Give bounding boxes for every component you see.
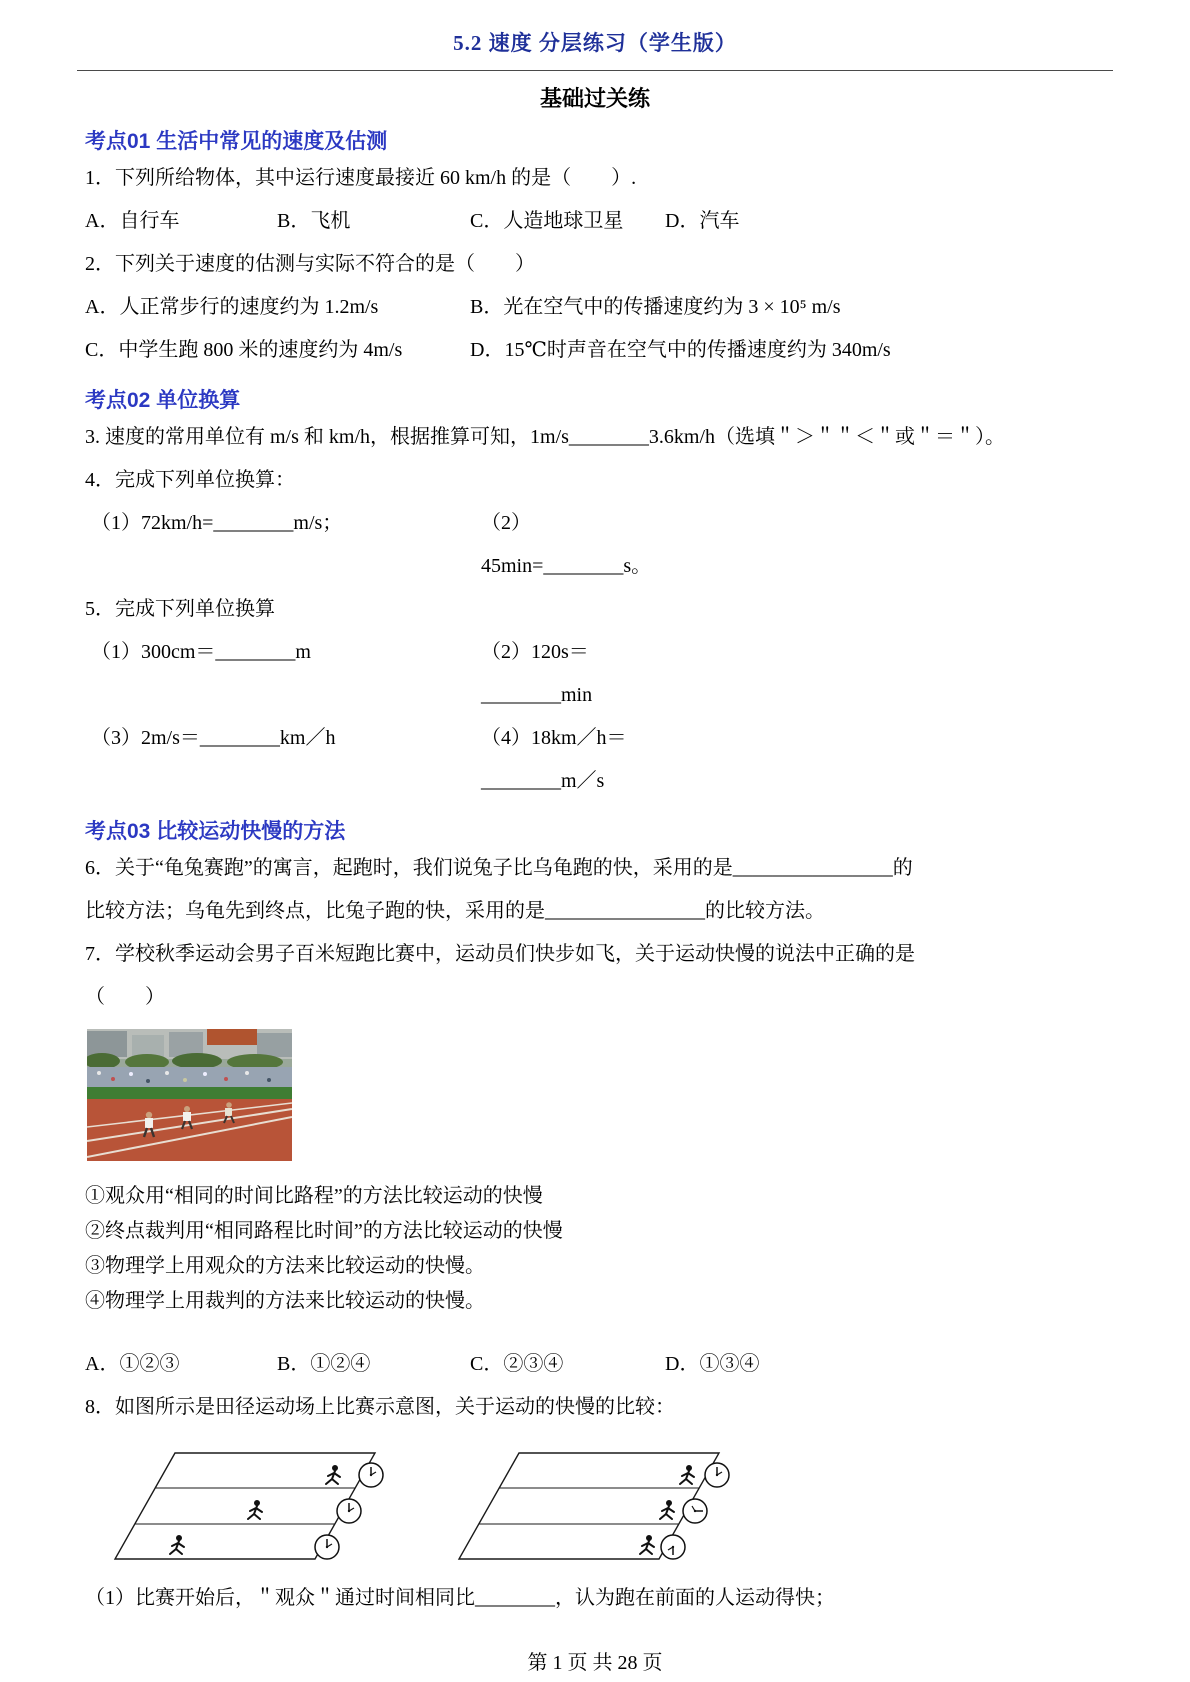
stopwatch-icon [337, 1499, 361, 1523]
title-divider [77, 70, 1113, 71]
q1-option-d: D．汽车 [665, 210, 740, 232]
q4-part-1: （1）72km/h=________m/s； [91, 512, 343, 534]
q8-figure [113, 1447, 1105, 1567]
q5-part-1: （1）300cm＝________m [91, 641, 311, 663]
q7-option-c: C．②③④ [470, 1353, 564, 1375]
section-header: 基础过关练 [539, 86, 650, 111]
q8-part-1: （1）比赛开始后，＂观众＂通过时间相同比________，认为跑在前面的人运动得快； [85, 1587, 835, 1609]
q7-option-d: D．①③④ [665, 1353, 760, 1375]
runner-icon [660, 1500, 674, 1519]
q4-stem: 4．完成下列单位换算： [85, 469, 295, 491]
runner-icon [680, 1465, 694, 1484]
q5-parts-row2 [85, 717, 1105, 803]
q8-stem: 8．如图所示是田径运动场上比赛示意图，关于运动的快慢的比较： [85, 1396, 675, 1418]
doc-title: 5.2 速度 分层练习（学生版） [453, 31, 737, 55]
q7-line2: （ ） [85, 986, 165, 1008]
heading-kaodian-03: 考点03 比较运动快慢的方法 [85, 820, 346, 843]
race-photo [87, 1029, 292, 1161]
q7-statement-3: ③物理学上用观众的方法来比较运动的快慢。 [85, 1255, 485, 1277]
q4-parts [85, 502, 1105, 588]
q6-line1: 6．关于“龟兔赛跑”的寓言，起跑时，我们说兔子比乌龟跑的快，采用的是________________的 [85, 857, 913, 879]
q7-statement-2: ②终点裁判用“相同路程比时间”的方法比较运动的快慢 [85, 1220, 563, 1242]
heading-kaodian-02: 考点02 单位换算 [85, 389, 241, 412]
q2-options-row2 [85, 329, 1105, 372]
q5-part-2: （2）120s＝________min [481, 641, 593, 706]
q7-line1: 7．学校秋季运动会男子百米短跑比赛中，运动员们快步如飞，关于运动快慢的说法中正确的是 [85, 943, 915, 965]
q7-option-b: B．①②④ [277, 1353, 371, 1375]
q5-stem: 5．完成下列单位换算 [85, 598, 275, 620]
q1-option-b: B．飞机 [277, 210, 351, 232]
q2-option-b: B．光在空气中的传播速度约为 3 × 10⁵ m/s [470, 296, 841, 318]
q5-parts-row1 [85, 631, 1105, 717]
q2-option-d: D．15℃时声音在空气中的传播速度约为 340m/s [470, 339, 891, 361]
q7-statement-1: ①观众用“相同的时间比路程”的方法比较运动的快慢 [85, 1185, 543, 1207]
runner-icon [326, 1465, 340, 1484]
runner-icon [170, 1535, 184, 1554]
runner-icon [640, 1535, 654, 1554]
stopwatch-icon [683, 1499, 707, 1523]
q4-part-2: （2）45min=________s。 [481, 512, 652, 577]
q1-options [85, 200, 1105, 243]
stopwatch-icon [705, 1463, 729, 1487]
q1-option-a: A．自行车 [85, 210, 180, 232]
q3-stem: 3. 速度的常用单位有 m/s 和 km/h，根据推算可知，1m/s________3.6km/h（选填＂＞＂＂＜＂或＂＝＂）。 [85, 426, 1006, 448]
q6-line2: 比较方法；乌龟先到终点，比兔子跑的快，采用的是________________的比较方法。 [85, 900, 825, 922]
heading-kaodian-01: 考点01 生活中常见的速度及估测 [85, 130, 388, 153]
q2-options-row1 [85, 286, 1105, 329]
stopwatch-icon [661, 1535, 685, 1559]
track-diagram-same-distance [457, 1447, 737, 1567]
runner-icon [248, 1500, 262, 1519]
q1-option-c: C．人造地球卫星 [470, 210, 624, 232]
q2-option-c: C．中学生跑 800 米的速度约为 4m/s [85, 339, 403, 361]
stopwatch-icon [315, 1535, 339, 1559]
page-footer: 第 1 页 共 28 页 [527, 1652, 663, 1674]
q5-part-4: （4）18km／h＝________m／s [481, 727, 627, 792]
q7-statement-4: ④物理学上用裁判的方法来比较运动的快慢。 [85, 1290, 485, 1312]
q7-statements [85, 1179, 1105, 1319]
q5-part-3: （3）2m/s＝________km／h [91, 727, 336, 749]
q7-options [85, 1343, 1105, 1386]
q1-stem: 1．下列所给物体，其中运行速度最接近 60 km/h 的是（ ）. [85, 167, 637, 189]
stopwatch-icon [359, 1463, 383, 1487]
q7-option-a: A．①②③ [85, 1353, 180, 1375]
track-diagram-same-time [113, 1447, 393, 1567]
q2-stem: 2．下列关于速度的估测与实际不符合的是（ ） [85, 253, 535, 275]
q2-option-a: A．人正常步行的速度约为 1.2m/s [85, 296, 379, 318]
